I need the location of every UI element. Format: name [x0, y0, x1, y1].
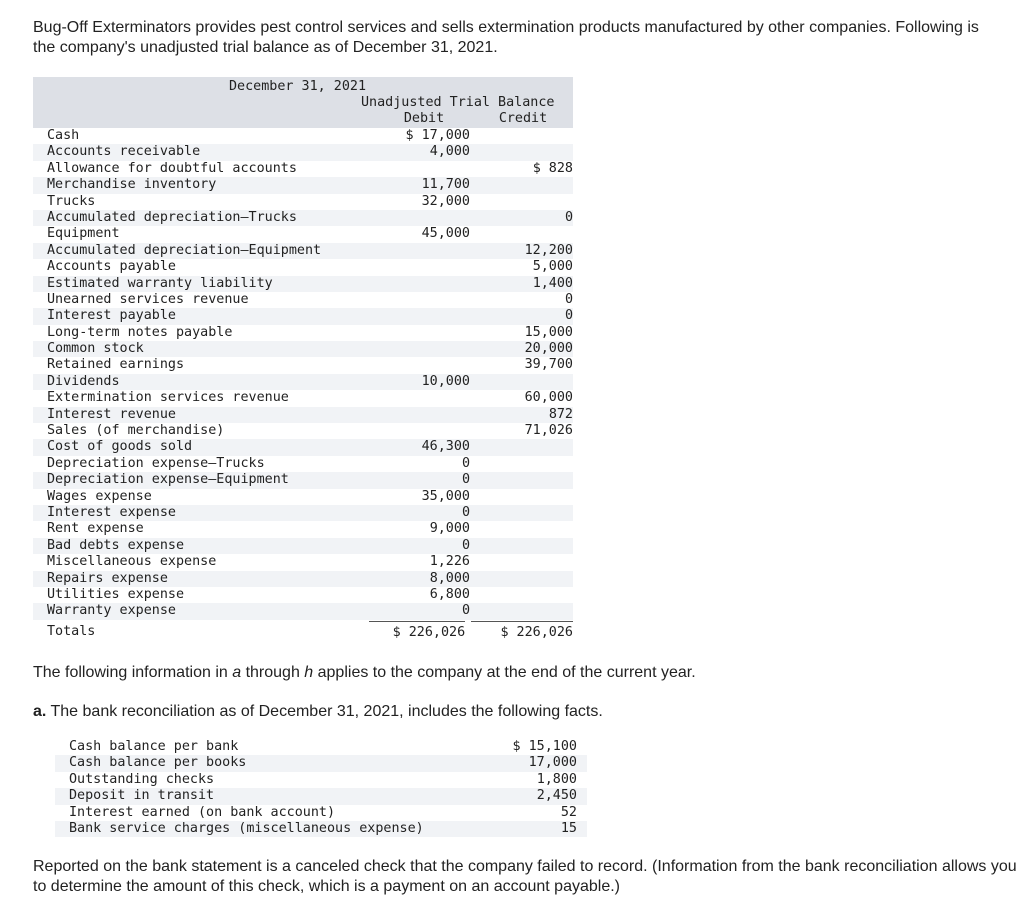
table-row	[33, 226, 573, 242]
table-row	[33, 161, 573, 177]
table-row	[33, 489, 573, 505]
list-item	[55, 739, 587, 755]
account-name: Rent expense	[47, 521, 144, 537]
credit-amount	[470, 538, 573, 554]
account-name: Allowance for doubtful accounts	[47, 160, 297, 176]
credit-amount: 0	[564, 291, 573, 307]
debit-amount: 32,000	[421, 193, 470, 209]
account-name: Depreciation expense—Trucks	[47, 455, 265, 471]
credit-amount	[470, 505, 573, 521]
table-row	[33, 308, 573, 324]
credit-amount: 5,000	[532, 259, 573, 275]
debit-amount	[373, 243, 470, 259]
table-row	[33, 603, 573, 619]
list-item	[55, 788, 587, 804]
debit-amount	[373, 325, 470, 341]
bank-rec-amount: 2,450	[536, 788, 577, 804]
bank-reconciliation-table	[55, 739, 587, 837]
totals-label: Totals	[47, 623, 96, 639]
table-row	[33, 587, 573, 603]
credit-amount	[470, 439, 573, 455]
table-row	[33, 210, 573, 226]
credit-amount	[470, 521, 573, 537]
debit-amount: 6,800	[429, 586, 470, 602]
debit-amount	[373, 423, 470, 439]
account-name: Equipment	[47, 226, 120, 242]
credit-amount	[470, 554, 573, 570]
debit-amount: 9,000	[429, 521, 470, 537]
table-row	[33, 325, 573, 341]
debit-amount	[373, 407, 470, 423]
totals-debit: $ 226,026	[369, 621, 465, 643]
credit-amount: 39,700	[524, 357, 573, 373]
debit-amount	[373, 341, 470, 357]
credit-amount	[470, 571, 573, 587]
account-name: Merchandise inventory	[47, 177, 217, 193]
debit-amount: 8,000	[429, 570, 470, 586]
account-name: Interest payable	[47, 308, 176, 324]
account-name: Bad debts expense	[47, 537, 185, 553]
account-name: Cash	[47, 128, 80, 143]
account-name: Accounts receivable	[47, 144, 201, 160]
part-a-text	[33, 703, 603, 721]
table-row	[33, 456, 573, 472]
credit-amount: 1,400	[532, 275, 573, 291]
credit-amount	[470, 226, 573, 242]
trial-balance-table	[33, 77, 573, 643]
debit-amount	[373, 210, 470, 226]
intro-paragraph: Bug-Off Exterminators provides pest control services and sells extermination products manufactured by other companies. Following is the company's unadjusted trial balance as of December 31, 2021.	[33, 19, 979, 56]
debit-amount: 35,000	[421, 488, 470, 504]
account-name: Accumulated depreciation—Equipment	[47, 242, 322, 258]
credit-amount: 15,000	[524, 324, 573, 340]
debit-amount	[373, 161, 470, 177]
credit-amount: 20,000	[524, 341, 573, 357]
bank-rec-amount: 1,800	[536, 771, 577, 787]
credit-amount	[470, 472, 573, 488]
totals-credit: $ 226,026	[471, 621, 573, 643]
table-row	[33, 292, 573, 308]
table-row	[33, 423, 573, 439]
table-row	[33, 276, 573, 292]
bank-rec-amount: 52	[560, 804, 577, 820]
part-a-label: a.	[33, 703, 47, 720]
table-row	[33, 538, 573, 554]
account-name: Cost of goods sold	[47, 439, 193, 455]
table-row	[33, 357, 573, 373]
table-row	[33, 177, 573, 193]
account-name: Estimated warranty liability	[47, 275, 273, 291]
list-item	[55, 821, 587, 837]
table-row	[33, 505, 573, 521]
debit-amount: 0	[461, 537, 470, 553]
debit-amount: 10,000	[421, 373, 470, 389]
table-row	[33, 439, 573, 455]
account-name: Utilities expense	[47, 586, 185, 602]
account-name: Sales (of merchandise)	[47, 423, 225, 439]
table-row	[33, 243, 573, 259]
account-name: Trucks	[47, 193, 96, 209]
credit-amount: 60,000	[524, 390, 573, 406]
debit-amount: 45,000	[421, 226, 470, 242]
debit-amount: 0	[461, 504, 470, 520]
table-row	[33, 341, 573, 357]
account-name: Retained earnings	[47, 357, 185, 373]
credit-amount: 0	[564, 209, 573, 225]
credit-column-header: Credit	[498, 111, 548, 126]
account-name: Accumulated depreciation—Trucks	[47, 209, 297, 225]
account-name: Warranty expense	[47, 603, 176, 619]
bank-rec-label: Cash balance per bank	[69, 739, 239, 754]
list-item	[55, 772, 587, 788]
bank-rec-label: Bank service charges (miscellaneous expense)	[69, 820, 424, 836]
credit-amount	[470, 144, 573, 160]
bank-rec-label: Cash balance per books	[69, 755, 247, 771]
table-row	[33, 407, 573, 423]
debit-amount	[373, 308, 470, 324]
table-row	[33, 374, 573, 390]
account-name: Interest expense	[47, 504, 176, 520]
account-name: Miscellaneous expense	[47, 554, 217, 570]
table-row	[33, 128, 573, 144]
account-name: Repairs expense	[47, 570, 168, 586]
account-name: Unearned services revenue	[47, 291, 249, 307]
table-row	[33, 571, 573, 587]
table-row	[33, 144, 573, 160]
trial-balance-rows	[33, 128, 573, 620]
account-name: Extermination services revenue	[47, 390, 289, 406]
trial-balance-header	[33, 77, 573, 128]
credit-amount: 0	[564, 308, 573, 324]
table-row	[33, 259, 573, 275]
part-a-description: The bank reconciliation as of December 31, 2021, includes the following facts.	[50, 703, 603, 720]
credit-amount	[470, 603, 573, 619]
account-name: Common stock	[47, 341, 144, 357]
table-row	[33, 194, 573, 210]
credit-amount	[470, 587, 573, 603]
credit-amount	[470, 456, 573, 472]
account-name: Depreciation expense—Equipment	[47, 472, 289, 488]
account-name: Interest revenue	[47, 406, 176, 422]
bank-rec-amount: $ 15,100	[512, 739, 577, 754]
debit-amount: 0	[461, 455, 470, 471]
credit-amount	[470, 489, 573, 505]
table-row	[33, 390, 573, 406]
debit-column-header: Debit	[403, 111, 445, 126]
footer-paragraph: Reported on the bank statement is a canceled check that the company failed to record. (Information from the bank reconciliation allows you to determine the amount of this check, which is a payment on an account payable.)	[33, 858, 1017, 895]
debit-amount	[373, 292, 470, 308]
debit-amount: $ 17,000	[405, 128, 470, 143]
debit-amount	[373, 276, 470, 292]
credit-amount	[470, 177, 573, 193]
trial-balance-group-header: Unadjusted Trial Balance	[361, 95, 555, 110]
table-row	[33, 472, 573, 488]
account-name: Accounts payable	[47, 259, 176, 275]
credit-amount	[470, 128, 573, 144]
debit-amount: 11,700	[421, 177, 470, 193]
credit-amount	[470, 374, 573, 390]
bank-rec-amount: 17,000	[528, 755, 577, 771]
account-name: Dividends	[47, 373, 120, 389]
list-item	[55, 805, 587, 821]
bank-rec-label: Outstanding checks	[69, 771, 215, 787]
credit-amount: $ 828	[532, 160, 573, 176]
debit-amount: 46,300	[421, 439, 470, 455]
info-text: The following information in a through h applies to the company at the end of the current year.	[33, 664, 696, 681]
debit-amount: 4,000	[429, 144, 470, 160]
trial-balance-date: December 31, 2021	[229, 79, 367, 94]
table-row	[33, 521, 573, 537]
debit-amount	[373, 357, 470, 373]
bank-rec-label: Deposit in transit	[69, 788, 215, 804]
trial-balance-totals-row	[33, 621, 573, 643]
debit-amount: 1,226	[429, 554, 470, 570]
credit-amount: 872	[548, 406, 573, 422]
credit-amount: 71,026	[524, 423, 573, 439]
list-item	[55, 755, 587, 771]
debit-amount	[373, 390, 470, 406]
debit-amount: 0	[461, 603, 470, 619]
account-name: Wages expense	[47, 488, 152, 504]
credit-amount: 12,200	[524, 242, 573, 258]
debit-amount: 0	[461, 472, 470, 488]
bank-rec-label: Interest earned (on bank account)	[69, 804, 336, 820]
bank-rec-amount: 15	[560, 820, 577, 836]
table-row	[33, 554, 573, 570]
debit-amount	[373, 259, 470, 275]
account-name: Long-term notes payable	[47, 324, 233, 340]
credit-amount	[470, 194, 573, 210]
